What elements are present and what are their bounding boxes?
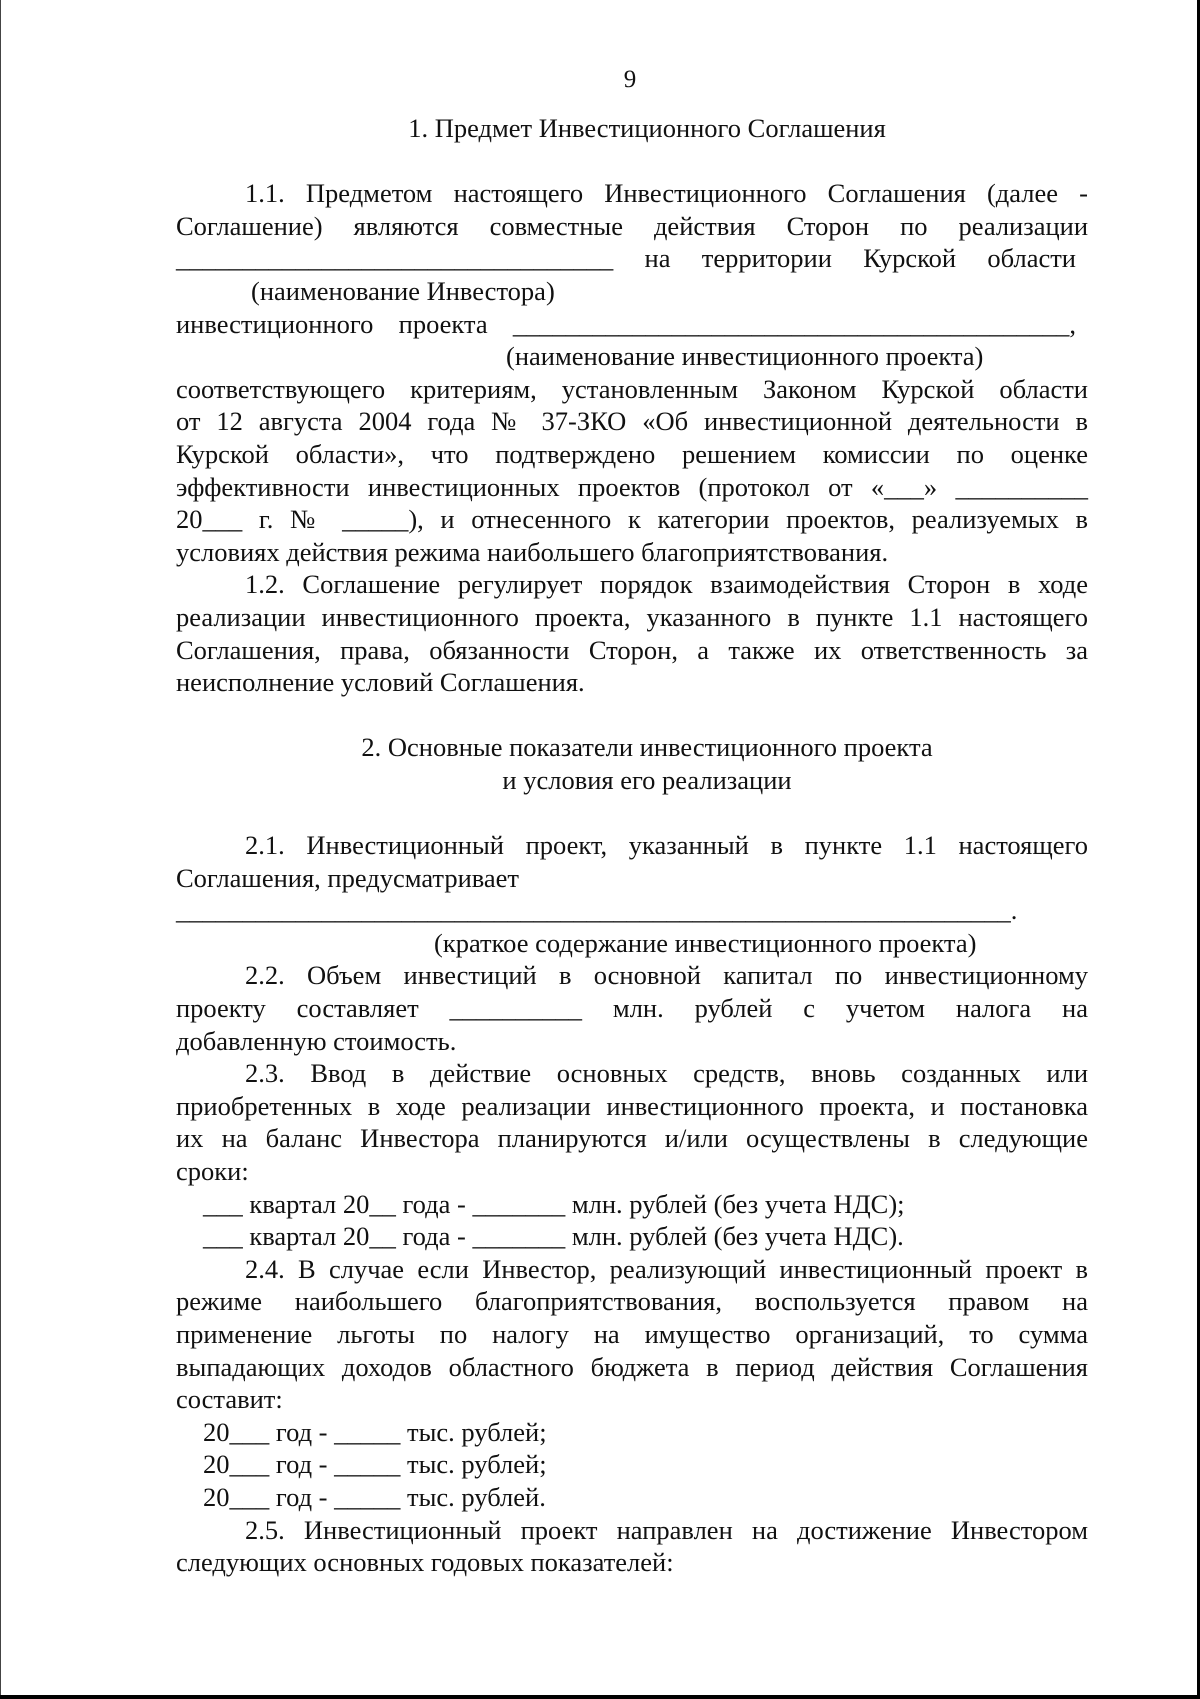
section-1-heading: 1. Предмет Инвестиционного Соглашения: [408, 113, 886, 143]
text-line: соответствующего критериям, установленным Законом Курской области: [176, 373, 1088, 404]
scan-bottom-edge: [0, 1695, 1200, 1699]
list-item: 20___ год - _____ тыс. рублей;: [203, 1416, 547, 1447]
paragraph-1-2: [176, 568, 1088, 698]
section-2-heading-line-2: и условия его реализации: [502, 764, 792, 795]
caption-investor-name: (наименование Инвестора): [251, 275, 555, 306]
text-line: выпадающих доходов областного бюджета в период действия Соглашения: [176, 1351, 1088, 1382]
list-item: 20___ год - _____ тыс. рублей.: [203, 1481, 546, 1512]
text-line: режиме наибольшего благоприятствования, воспользуется правом на: [176, 1286, 1088, 1317]
text-line: _______________________________________________________________.: [176, 895, 1018, 926]
text-line: Соглашения, права, обязанности Сторон, а также их ответственность за: [176, 634, 1088, 665]
paragraph-2-5: [176, 1514, 1088, 1579]
text-line: Курской области», что подтверждено решением комиссии по оценке: [176, 438, 1088, 469]
text-line: 2.2. Объем инвестиций в основной капитал по инвестиционному: [245, 960, 1088, 991]
text-line: от 12 августа 2004 года № 37-ЗКО «Об инвестиционной деятельности в: [176, 406, 1088, 437]
paragraph-2-1: [176, 829, 1088, 959]
text-line: следующих основных годовых показателей:: [176, 1547, 674, 1578]
text-line: _________________________________ на территории Курской области: [176, 243, 1076, 274]
list-item: 20___ год - _____ тыс. рублей;: [203, 1449, 547, 1480]
page-number: 9: [623, 66, 637, 93]
list-item: ___ квартал 20__ года - _______ млн. рублей (без учета НДС);: [203, 1188, 905, 1219]
text-line: 20___ г. № _____), и отнесенного к категории проектов, реализуемых в: [176, 504, 1088, 535]
text-line: 2.5. Инвестиционный проект направлен на достижение Инвестором: [245, 1514, 1088, 1545]
text-line: неисполнение условий Соглашения.: [176, 667, 585, 698]
text-line: составит:: [176, 1384, 283, 1415]
paragraph-2-3: [176, 1057, 1088, 1253]
text-line: условиях действия режима наибольшего благоприятствования.: [176, 536, 889, 567]
text-line: 2.3. Ввод в действие основных средств, вновь созданных или: [245, 1058, 1088, 1089]
caption-project-name: (наименование инвестиционного проекта): [506, 341, 984, 372]
text-line: 2.1. Инвестиционный проект, указанный в пункте 1.1 настоящего: [245, 830, 1088, 861]
text-line: приобретенных в ходе реализации инвестиционного проекта, и постановка: [176, 1090, 1088, 1121]
text-line: 2.4. В случае если Инвестор, реализующий инвестиционный проект в: [245, 1253, 1088, 1284]
text-line: реализации инвестиционного проекта, указанного в пункте 1.1 настоящего: [176, 601, 1088, 632]
text-line: эффективности инвестиционных проектов (протокол от «___» __________: [176, 471, 1088, 502]
paragraph-1-1: [176, 177, 1088, 568]
text-line: сроки:: [176, 1156, 249, 1186]
text-line: их на баланс Инвестора планируются и/или осуществлены в следующие: [176, 1123, 1088, 1154]
paragraph-2-2: [176, 959, 1088, 1057]
text-line: добавленную стоимость.: [176, 1025, 457, 1056]
list-item: ___ квартал 20__ года - _______ млн. рублей (без учета НДС).: [203, 1221, 904, 1252]
scan-left-edge: [0, 0, 1, 1699]
text-line: Соглашения, предусматривает: [176, 862, 520, 893]
text-line: проекту составляет __________ млн. рублей с учетом налога на: [176, 993, 1088, 1024]
text-line: Соглашение) являются совместные действия Сторон по реализации: [176, 210, 1088, 241]
text-line: инвестиционного проекта __________________________________________,: [176, 308, 1076, 339]
text-line: применение льготы по налогу на имущество организаций, то сумма: [176, 1318, 1088, 1349]
paragraph-2-4: [176, 1253, 1088, 1514]
caption-project-summary: (краткое содержание инвестиционного проекта): [434, 927, 977, 958]
document-body: [176, 112, 1088, 1579]
text-line: 1.1. Предметом настоящего Инвестиционного Соглашения (далее -: [245, 178, 1088, 209]
text-line: 1.2. Соглашение регулирует порядок взаимодействия Сторон в ходе: [245, 569, 1088, 600]
section-2-heading-line-1: 2. Основные показатели инвестиционного проекта: [361, 732, 933, 763]
